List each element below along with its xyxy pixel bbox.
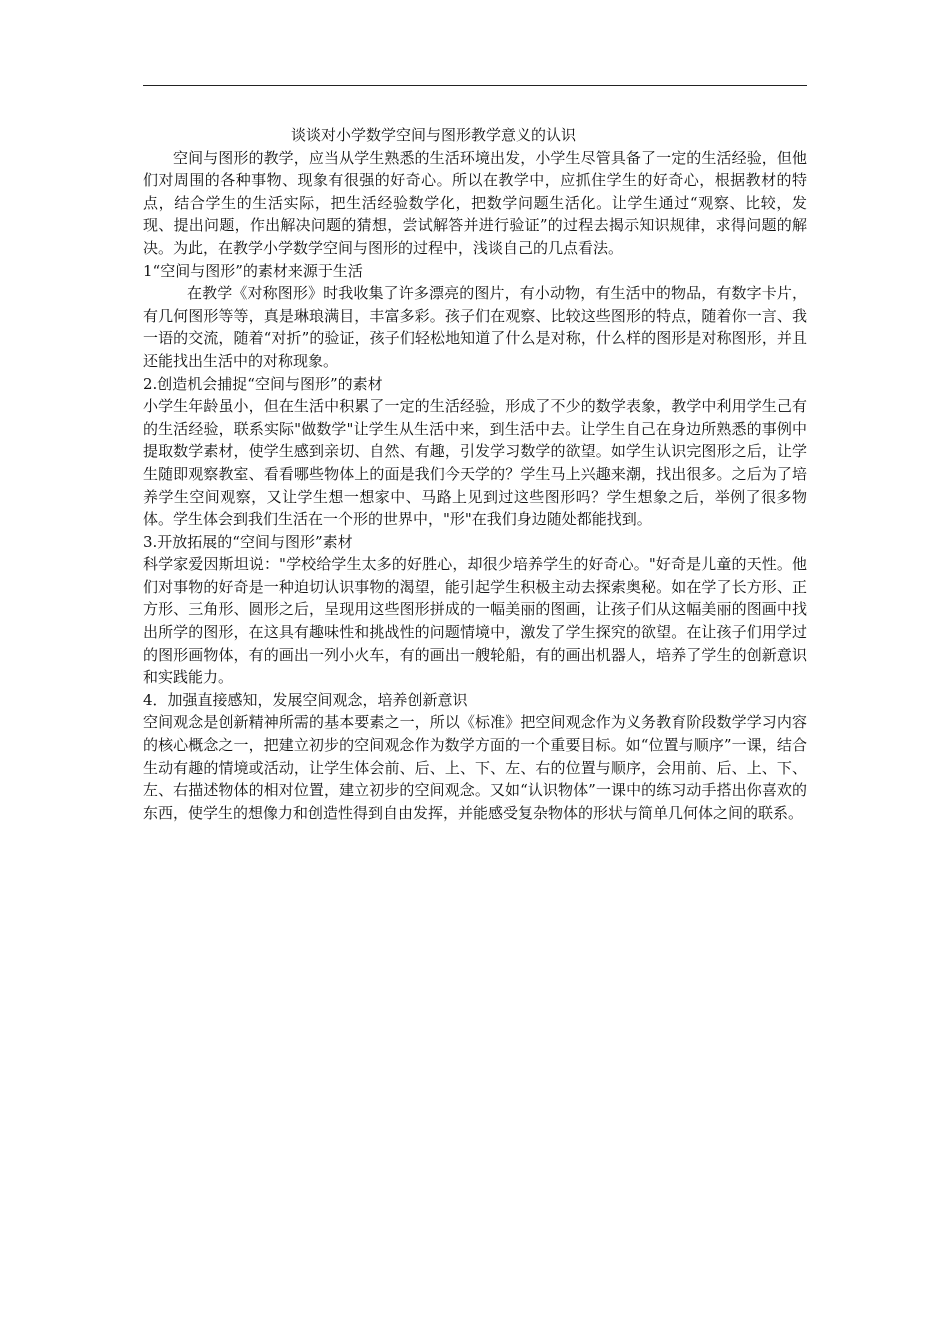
header-rule xyxy=(143,85,807,86)
section-3-body: 科学家爱因斯坦说："学校给学生太多的好胜心，却很少培养学生的好奇心。"好奇是儿童的天性。他们对事物的好奇是一种迫切认识事物的渴望，能引起学生积极主动去探索奥秘。如在学了长方形、正方形、三角形、圆形之后，呈现用这些图形拼成的一幅美丽的图画，让孩子们从这幅美丽的图画中找出所学的图形，在这具有趣味性和挑战性的问题情境中，激发了学生探究的欲望。在让孩子们用学过的图形画物体，有的画出一列小火车，有的画出一艘轮船，有的画出机器人，培养了学生的创新意识和实践能力。 xyxy=(143,555,807,687)
section-1-body: 在教学《对称图形》时我收集了许多漂亮的图片，有小动物，有生活中的物品，有数字卡片，有几何图形等等，真是琳琅满目，丰富多彩。孩子们在观察、比较这些图形的特点，随着你一言、我一语的交流，随着“对折”的验证，孩子们轻松地知道了什么是对称，什么样的图形是对称图形，并且还能找出生活中的对称现象。 xyxy=(143,284,807,370)
intro-paragraph: 空间与图形的教学，应当从学生熟悉的生活环境出发，小学生尽管具备了一定的生活经验，但他们对周围的各种事物、现象有很强的好奇心。所以在教学中，应抓住学生的好奇心，根据教材的特点，结合学生的生活实际，把生活经验数学化，把数学问题生活化。让学生通过“观察、比较，发现、提出问题，作出解决问题的猜想，尝试解答并进行验证”的过程去揭示知识规律，求得问题的解决。为此，在教学小学数学空间与图形的过程中，浅谈自己的几点看法。 xyxy=(143,148,807,257)
document-title: 谈谈对小学数学空间与图形教学意义的认识 xyxy=(291,126,577,144)
section-4-body: 空间观念是创新精神所需的基本要素之一，所以《标准》把空间观念作为义务教育阶段数学学习内容的核心概念之一，把建立初步的空间观念作为数学方面的一个重要目标。如“位置与顺序”一课，结合生动有趣的情境或活动，让学生体会前、后、上、下、左、右的位置与顺序，会用前、后、上、下、左、右描述物体的相对位置，建立初步的空间观念。又如“认识物体”一课中的练习动手搭出你喜欢的东西，使学生的想像力和创造性得到自由发挥，并能感受复杂物体的形状与简单几何体之间的联系。 xyxy=(143,713,807,822)
section-2-body: 小学生年龄虽小，但在生活中积累了一定的生活经验，形成了不少的数学表象，教学中利用学生己有的生活经验，联系实际"做数学"让学生从生活中来，到生活中去。让学生自己在身边所熟悉的事例中提取数学素材，使学生感到亲切、自然、有趣，引发学习数学的欲望。如学生认识完图形之后，让学生随即观察教室、看看哪些物体上的面是我们今天学的？学生马上兴趣来潮，找出很多。之后为了培养学生空间观察，又让学生想一想家中、马路上见到过这些图形吗？学生想象之后，举例了很多物体。学生体会到我们生活在一个形的世界中，"形"在我们身边随处都能找到。 xyxy=(143,397,807,529)
section-1-heading: 1“空间与图形”的素材来源于生活 xyxy=(143,261,363,280)
section-2-heading: 2.创造机会捕捉“空间与图形”的素材 xyxy=(143,374,383,393)
document-body xyxy=(143,124,807,824)
section-4-heading: 4．加强直接感知，发展空间观念，培养创新意识 xyxy=(143,690,468,709)
section-3-heading: 3.开放拓展的“空间与图形”素材 xyxy=(143,532,353,551)
